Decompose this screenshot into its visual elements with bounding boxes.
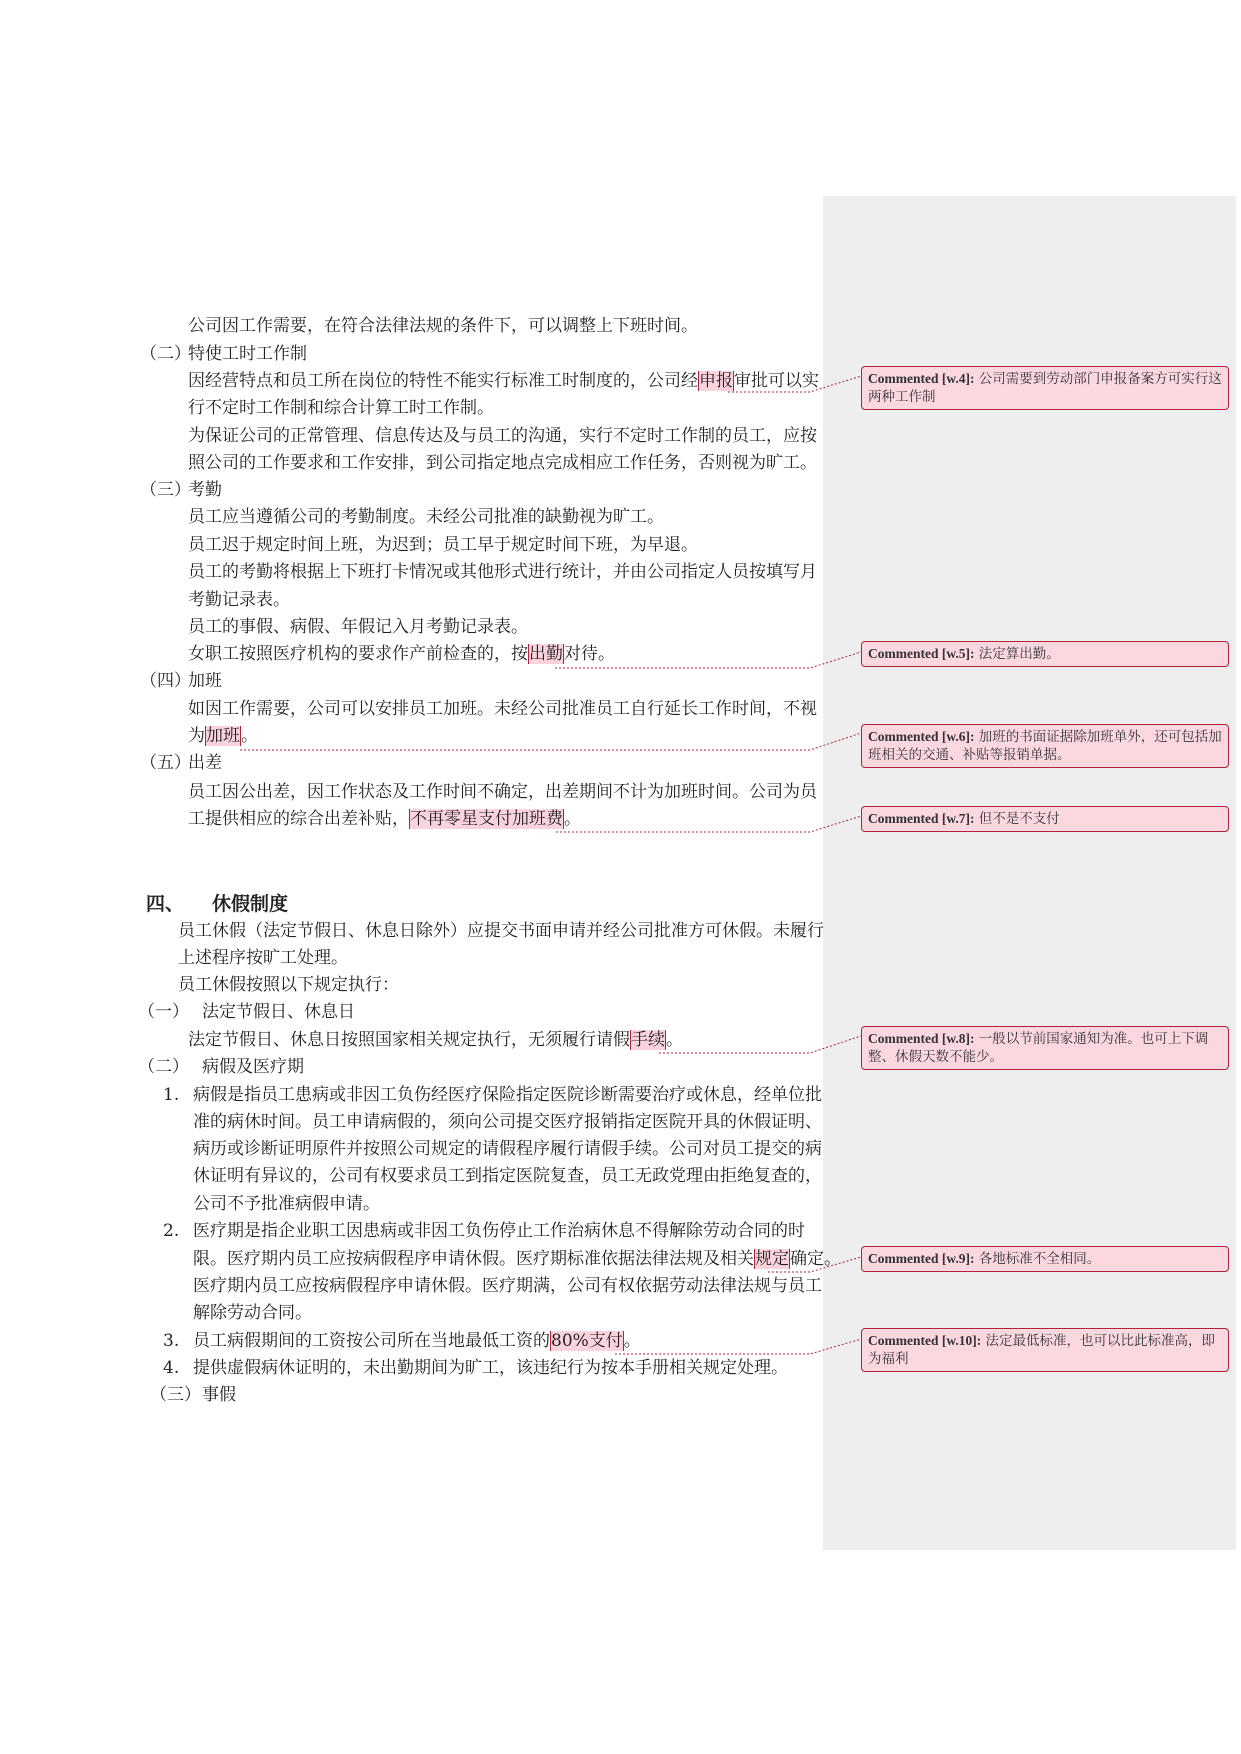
- subsection-title: 病假及医疗期: [202, 1057, 304, 1077]
- body-text: 员工应当遵循公司的考勤制度。未经公司批准的缺勤视为旷工。: [188, 507, 664, 527]
- list-item-text: 公司不予批准病假申请。: [193, 1194, 380, 1214]
- highlight-w5[interactable]: 出勤: [529, 644, 563, 664]
- comment-w6[interactable]: Commented [w.6]: 加班的书面证据除加班单外，还可包括加班相关的交通、补贴等报销单据。: [861, 724, 1229, 768]
- body-text: 女职工按照医疗机构的要求作产前检查的，按出勤对待。: [188, 644, 615, 664]
- highlight-w6[interactable]: 加班: [206, 726, 240, 746]
- body-text: 工提供相应的综合出差补贴，不再零星支付加班费。: [188, 809, 581, 829]
- body-text: 公司因工作需要，在符合法律法规的条件下，可以调整上下班时间。: [188, 316, 698, 336]
- section-marker: （五）: [140, 753, 191, 773]
- list-item-text: 医疗期内员工应按病假程序申请休假。医疗期满，公司有权依据劳动法律法规与员工: [193, 1276, 822, 1296]
- list-number: 3.: [163, 1331, 180, 1351]
- comment-w5[interactable]: Commented [w.5]: 法定算出勤。: [861, 641, 1229, 667]
- body-text: 如因工作需要，公司可以安排员工加班。未经公司批准员工自行延长工作时间，不视: [188, 699, 817, 719]
- connector-w10: [615, 1339, 861, 1354]
- comment-w8[interactable]: Commented [w.8]: 一般以节前国家通知为准。也可上下调整、休假天数不能少。: [861, 1026, 1229, 1070]
- list-item-text: 限。医疗期内员工应按病假程序申请休假。医疗期标准依据法律法规及相关规定确定。: [193, 1249, 841, 1269]
- section-marker: （四）: [140, 671, 191, 691]
- connector-w8: [659, 1036, 861, 1053]
- body-text: 员工休假按照以下规定执行：: [178, 975, 399, 995]
- body-text: 员工的事假、病假、年假记入月考勤记录表。: [188, 617, 528, 637]
- subsection-title: 法定节假日、休息日: [202, 1002, 355, 1022]
- comment-w10[interactable]: Commented [w.10]: 法定最低标准，也可以比此标准高，即为福利: [861, 1328, 1229, 1372]
- section-marker: （二）: [140, 344, 191, 364]
- list-item-text: 准的病休时间。员工申请病假的，须向公司提交医疗报销指定医院开具的休假证明、: [193, 1112, 822, 1132]
- body-text: 照公司的工作要求和工作安排，到公司指定地点完成相应工作任务，否则视为旷工。: [188, 453, 817, 473]
- body-text: 法定节假日、休息日按照国家相关规定执行，无须履行请假手续。: [188, 1030, 683, 1050]
- subsection-title: 考勤: [188, 480, 222, 500]
- list-number: 4.: [163, 1358, 180, 1378]
- list-item-text: 病假是指员工患病或非因工负伤经医疗保险指定医院诊断需要治疗或休息，经单位批: [193, 1085, 822, 1105]
- body-text: 上述程序按旷工处理。: [178, 948, 348, 968]
- section-heading: 休假制度: [212, 893, 289, 915]
- section-number: 四、: [146, 893, 185, 915]
- body-text: 考勤记录表。: [188, 590, 290, 610]
- list-item-text: 解除劳动合同。: [193, 1303, 312, 1323]
- section-marker: （三）: [150, 1385, 201, 1405]
- list-item-text: 病历或诊断证明原件并按照公司规定的请假程序履行请假手续。公司对员工提交的病: [193, 1139, 822, 1159]
- body-text: 员工迟于规定时间上班，为迟到；员工早于规定时间下班，为早退。: [188, 535, 698, 555]
- highlight-w4[interactable]: 申报: [699, 371, 733, 391]
- connector-w6: [240, 733, 861, 750]
- subsection-title: 加班: [188, 671, 222, 691]
- section-marker: （一）: [138, 1002, 189, 1022]
- highlight-w8[interactable]: 手续: [631, 1030, 665, 1050]
- connector-w7: [556, 816, 861, 832]
- subsection-title: 出差: [188, 753, 222, 773]
- list-item-text: 医疗期是指企业职工因患病或非因工负伤停止工作治病休息不得解除劳动合同的时: [193, 1221, 805, 1241]
- body-text: 因经营特点和员工所在岗位的特性不能实行标准工时制度的，公司经申报审批可以实: [188, 371, 819, 391]
- highlight-w9[interactable]: 规定: [755, 1249, 789, 1269]
- highlight-w10[interactable]: 80%支付: [551, 1331, 623, 1351]
- section-marker: （二）: [138, 1057, 189, 1077]
- body-text: 员工因公出差，因工作状态及工作时间不确定，出差期间不计为加班时间。公司为员: [188, 782, 817, 802]
- list-item-text: 提供虚假病休证明的，未出勤期间为旷工，该违纪行为按本手册相关规定处理。: [193, 1358, 788, 1378]
- comment-w4[interactable]: Commented [w.4]: 公司需要到劳动部门申报备案方可实行这两种工作制: [861, 366, 1229, 410]
- body-text: 为加班。: [188, 726, 258, 746]
- subsection-title: 事假: [202, 1385, 236, 1405]
- section-marker: （三）: [140, 480, 191, 500]
- body-text: 为保证公司的正常管理、信息传达及与员工的沟通，实行不定时工作制的员工，应按: [188, 426, 817, 446]
- body-text: 行不定时工作制和综合计算工时工作制。: [188, 398, 494, 418]
- list-number: 1.: [163, 1085, 180, 1105]
- body-text: 员工的考勤将根据上下班打卡情况或其他形式进行统计，并由公司指定人员按填写月: [188, 562, 817, 582]
- list-number: 2.: [163, 1221, 180, 1241]
- body-text: 员工休假（法定节假日、休息日除外）应提交书面申请并经公司批准方可休假。未履行: [178, 921, 824, 941]
- comment-w7[interactable]: Commented [w.7]: 但不是不支付: [861, 806, 1229, 832]
- highlight-w7[interactable]: 不再零星支付加班费: [410, 809, 563, 829]
- comment-w9[interactable]: Commented [w.9]: 各地标准不全相同。: [861, 1246, 1229, 1272]
- list-item-text: 休证明有异议的，公司有权要求员工到指定医院复查，员工无政党理由拒绝复查的，: [193, 1166, 822, 1186]
- subsection-title: 特使工时工作制: [188, 344, 307, 364]
- list-item-text: 员工病假期间的工资按公司所在当地最低工资的80%支付。: [193, 1331, 641, 1351]
